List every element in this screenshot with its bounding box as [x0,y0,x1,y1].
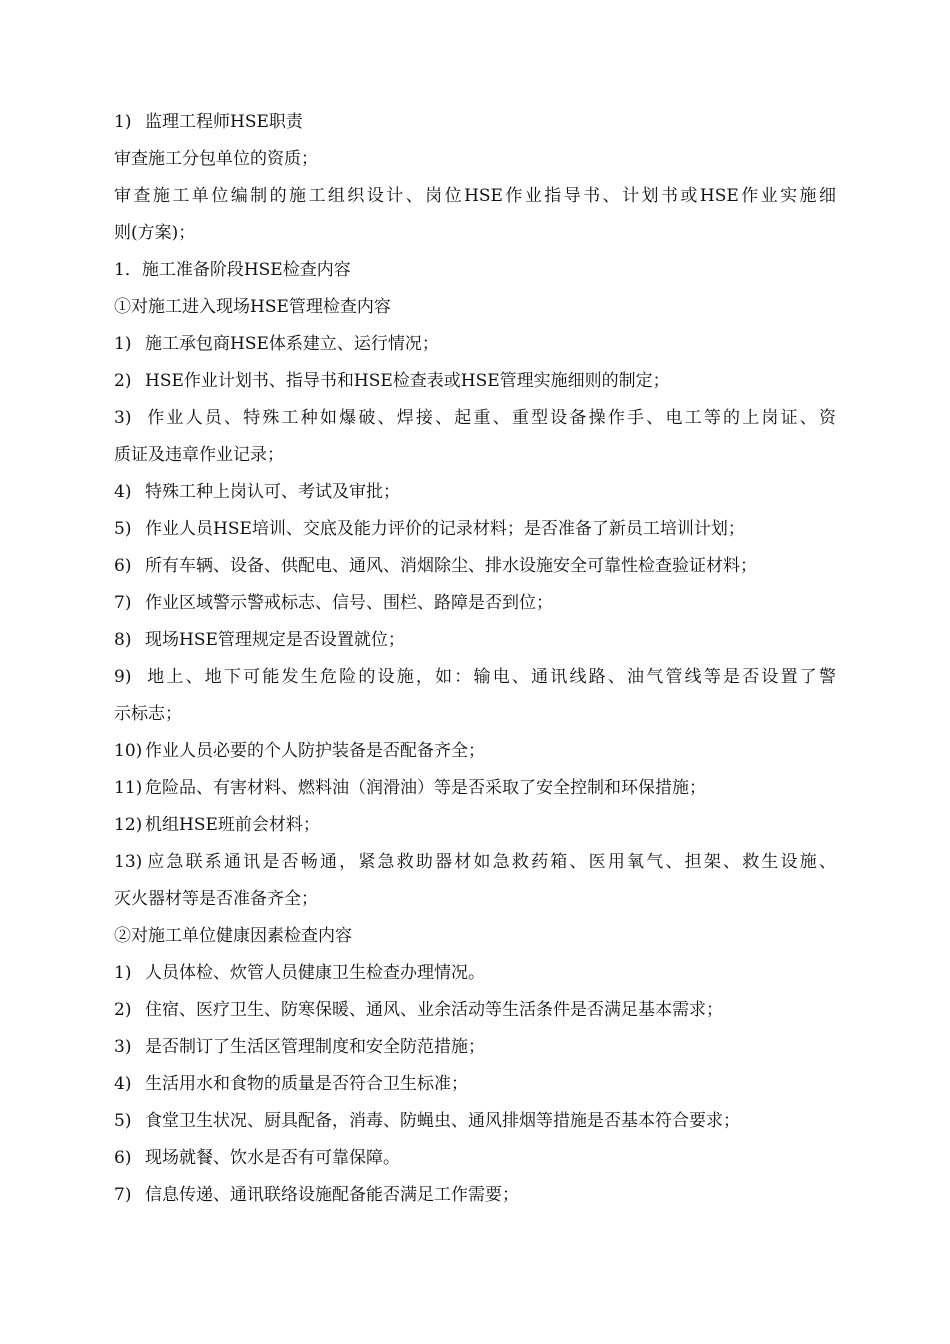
item-number: 7) [114,1185,132,1205]
line-text: 是否制订了生活区管理制度和安全防范措施； [145,1037,485,1057]
item-number: 13) [114,852,143,872]
document-page [114,104,836,1214]
text-line [114,955,836,992]
text-line [114,141,836,178]
text-line [114,474,836,511]
item-number: 2) [114,371,132,391]
item-number: 11) [114,778,143,798]
text-line [114,992,836,1029]
text-line [114,1103,836,1140]
text-line [114,548,836,585]
text-line [114,844,836,881]
text-line [114,104,836,141]
line-text: ①对施工进入现场HSE管理检查内容 [114,297,391,317]
line-text: 信息传递、通讯联络设施配备能否满足工作需要； [145,1185,519,1205]
line-text: 所有车辆、设备、供配电、通风、消烟除尘、排水设施安全可靠性检查验证材料； [145,556,757,576]
item-number: 4) [114,482,132,502]
text-line [114,1177,836,1214]
item-number: 6) [114,1148,132,1168]
item-number: 12) [114,815,143,835]
text-line [114,1066,836,1103]
line-text: HSE作业计划书、指导书和HSE检查表或HSE管理实施细则的制定； [145,371,670,391]
text-line [114,400,836,437]
item-number: 1) [114,334,132,354]
line-text: 作业区域警示警戒标志、信号、围栏、路障是否到位； [145,593,553,613]
line-text: 质证及违章作业记录； [114,445,284,465]
item-number: 2) [114,1000,132,1020]
line-text: 危险品、有害材料、燃料油（润滑油）等是否采取了安全控制和环保措施； [145,778,706,798]
line-text: 1．施工准备阶段HSE检查内容 [114,260,351,280]
line-text: 应急联系通讯是否畅通，紧急救助器材如急救药箱、医用氧气、担架、救生设施、 [145,852,836,872]
text-line [114,918,836,955]
item-number: 5) [114,1111,132,1131]
line-text: 灭火器材等是否准备齐全； [114,889,318,909]
text-line [114,289,836,326]
item-number: 6) [114,556,132,576]
item-number: 8) [114,630,132,650]
item-number: 3) [114,408,132,428]
line-text: 审查施工分包单位的资质； [114,149,318,169]
text-line [114,215,836,252]
text-line [114,437,836,474]
line-text: 作业人员必要的个人防护装备是否配备齐全； [145,741,485,761]
item-number: 1) [114,963,132,983]
item-number: 9) [114,667,132,687]
text-line [114,622,836,659]
line-text: 特殊工种上岗认可、考试及审批； [145,482,400,502]
line-text: 食堂卫生状况、厨具配备，消毒、防蝇虫、通风排烟等措施是否基本符合要求； [145,1111,740,1131]
text-line [114,326,836,363]
text-line [114,511,836,548]
line-text: 现场HSE管理规定是否设置就位； [145,630,405,650]
text-line [114,363,836,400]
line-text: 作业人员、特殊工种如爆破、焊接、起重、重型设备操作手、电工等的上岗证、资 [145,408,836,428]
item-number: 1) [114,112,132,132]
text-line [114,733,836,770]
text-line [114,770,836,807]
item-number: 3) [114,1037,132,1057]
item-number: 10) [114,741,143,761]
text-line [114,178,836,215]
text-line [114,1140,836,1177]
line-text: 住宿、医疗卫生、防寒保暖、通风、业余活动等生活条件是否满足基本需求； [145,1000,723,1020]
line-text: 示标志； [114,704,182,724]
text-line [114,252,836,289]
line-text: 作业人员HSE培训、交底及能力评价的记录材料；是否准备了新员工培训计划； [145,519,745,539]
text-line [114,659,836,696]
line-text: 则(方案)； [114,223,196,243]
item-number: 7) [114,593,132,613]
line-text: 监理工程师HSE职责 [145,112,303,132]
line-text: 人员体检、炊管人员健康卫生检查办理情况。 [145,963,485,983]
line-text: 机组HSE班前会材料； [145,815,320,835]
text-line [114,1029,836,1066]
line-text: 审查施工单位编制的施工组织设计、岗位HSE作业指导书、计划书或HSE作业实施细 [114,186,836,206]
text-line [114,585,836,622]
item-number: 5) [114,519,132,539]
text-line [114,696,836,733]
item-number: 4) [114,1074,132,1094]
line-text: ②对施工单位健康因素检查内容 [114,926,352,946]
line-text: 地上、地下可能发生危险的设施，如：输电、通讯线路、油气管线等是否设置了警 [145,667,836,687]
line-text: 现场就餐、饮水是否有可靠保障。 [145,1148,400,1168]
line-text: 施工承包商HSE体系建立、运行情况； [145,334,439,354]
line-text: 生活用水和食物的质量是否符合卫生标准； [145,1074,468,1094]
text-line [114,881,836,918]
text-line [114,807,836,844]
